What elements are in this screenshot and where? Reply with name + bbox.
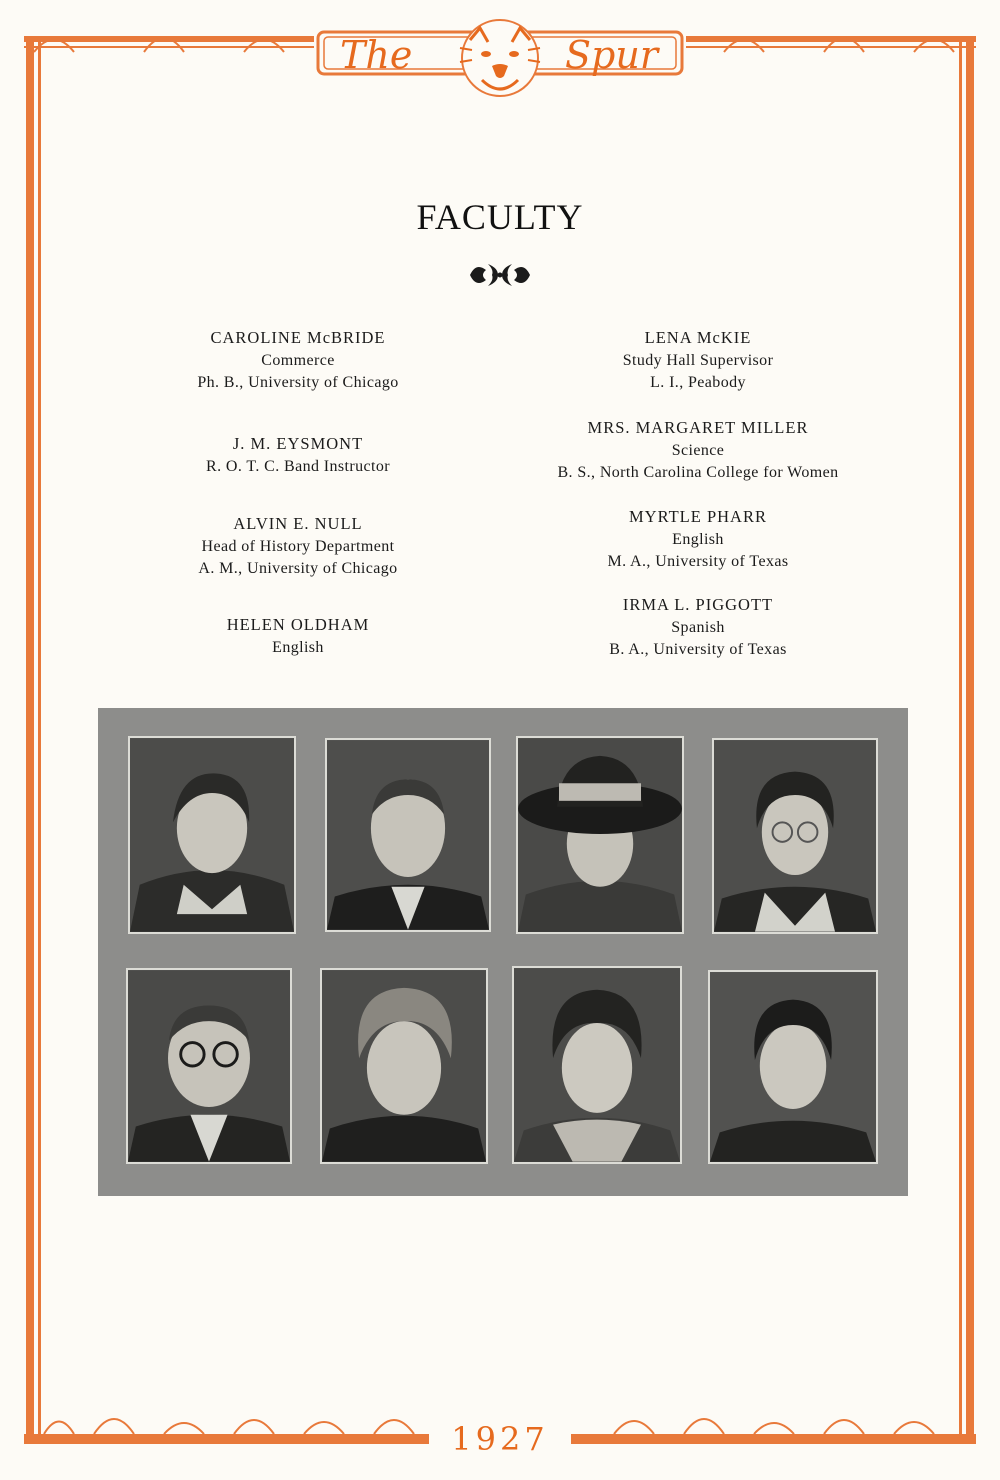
- portrait-woman-icon: [708, 970, 878, 1164]
- faculty-entry-pharr: [500, 506, 896, 574]
- fleuron-icon: [464, 258, 536, 292]
- faculty-subject: Science: [671, 441, 725, 459]
- faculty-degree: B. A., University of Texas: [609, 641, 787, 658]
- faculty-subject: Commerce: [261, 351, 335, 369]
- masthead-the: The: [340, 33, 413, 77]
- portrait-woman-hat-icon: [516, 736, 684, 934]
- faculty-subject: English: [272, 638, 324, 656]
- faculty-photo-plate: [98, 708, 908, 1196]
- faculty-subject: English: [672, 530, 724, 548]
- faculty-name: CAROLINE McBRIDE: [210, 328, 386, 347]
- faculty-entry-eysmont: [140, 433, 456, 478]
- faculty-entry-piggott: [500, 594, 896, 662]
- faculty-degree: Ph. B., University of Chicago: [197, 374, 399, 391]
- masthead-spur: Spur: [565, 33, 658, 77]
- masthead: [310, 14, 690, 100]
- faculty-degree: B. S., North Carolina College for Women: [557, 464, 839, 481]
- faculty-degree: M. A., University of Texas: [607, 553, 789, 570]
- faculty-entry-mcbride: [140, 327, 456, 395]
- portrait-man-glasses-icon: [126, 968, 292, 1164]
- yearbook-year: 1927: [451, 1420, 549, 1458]
- faculty-name: LENA McKIE: [644, 328, 752, 347]
- faculty-degree: L. I., Peabody: [650, 374, 746, 391]
- portrait-man-icon: [325, 738, 491, 932]
- faculty-subject: Head of History Department: [201, 537, 395, 555]
- faculty-name: J. M. EYSMONT: [232, 434, 364, 453]
- faculty-subject: R. O. T. C. Band Instructor: [206, 457, 390, 475]
- faculty-entry-mckie: [500, 327, 896, 395]
- faculty-name: IRMA L. PIGGOTT: [622, 595, 774, 614]
- faculty-entry-null: [140, 513, 456, 581]
- portrait-woman-glasses-icon: [712, 738, 878, 934]
- page-title: FACULTY: [416, 197, 584, 237]
- faculty-entry-oldham: [140, 614, 456, 659]
- faculty-name: ALVIN E. NULL: [233, 514, 363, 533]
- faculty-subject: Study Hall Supervisor: [622, 351, 774, 369]
- portrait-woman-icon: [320, 968, 488, 1164]
- faculty-name: HELEN OLDHAM: [226, 615, 370, 634]
- portrait-woman-icon: [512, 966, 682, 1164]
- faculty-name: MYRTLE PHARR: [629, 507, 767, 526]
- faculty-name: MRS. MARGARET MILLER: [587, 418, 809, 437]
- faculty-subject: Spanish: [671, 618, 725, 636]
- faculty-entry-miller: [500, 417, 896, 485]
- faculty-degree: A. M., University of Chicago: [198, 560, 398, 577]
- tiger-head-icon: [460, 20, 540, 96]
- portrait-woman-icon: [128, 736, 296, 934]
